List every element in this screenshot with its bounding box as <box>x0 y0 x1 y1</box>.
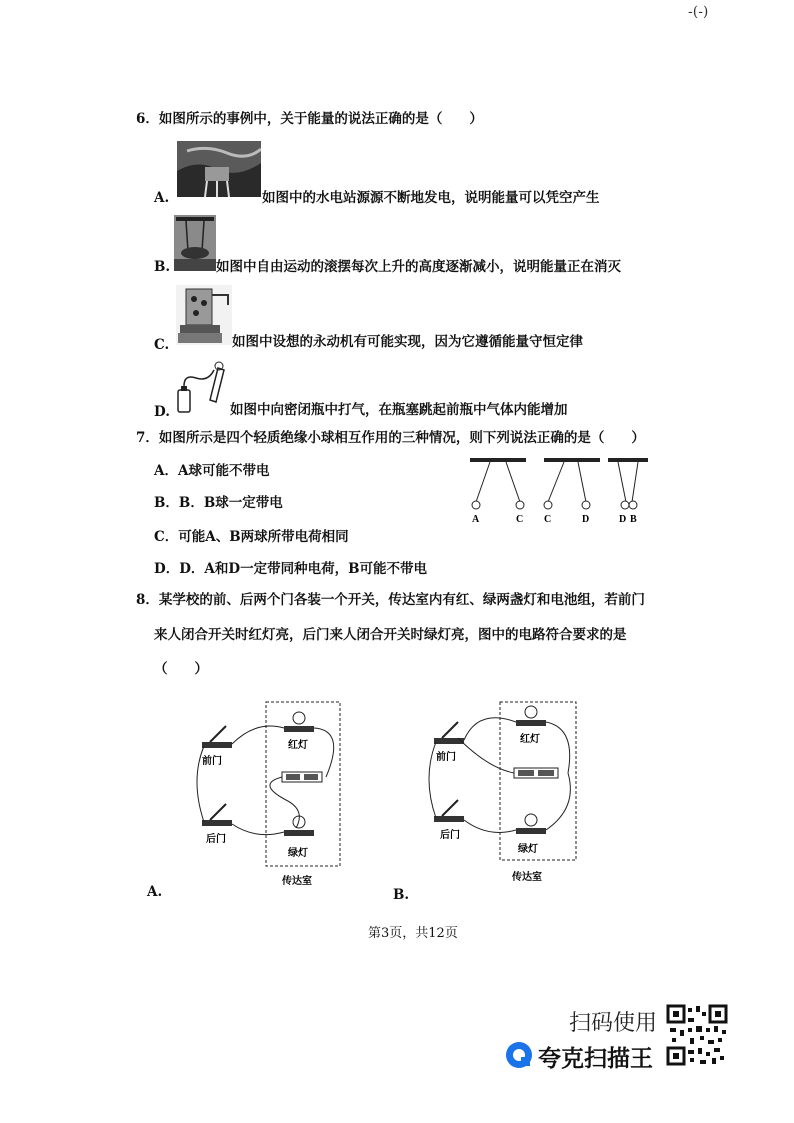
q7-option-b: B．B．B球一定带电 <box>154 495 283 511</box>
ball-label-4: D <box>582 514 590 525</box>
ball-label-1: A <box>472 514 480 525</box>
front-door-label-b: 前门 <box>436 752 456 763</box>
charged-balls-figure <box>462 452 660 528</box>
q8-stem-line2: 来人闭合开关时红灯亮，后门来人闭合开关时绿灯亮，图中的电路符合要求的是 <box>154 627 627 643</box>
q6-option-a-text: 如图中的水电站源源不断地发电，说明能量可以凭空产生 <box>262 190 600 206</box>
page-number: 第3页，共12页 <box>368 926 458 941</box>
diagram-b-option: B. <box>393 887 410 903</box>
q6-option-c-text: 如图中设想的永动机有可能实现，因为它遵循能量守恒定律 <box>232 334 583 350</box>
red-lamp-label-b: 红灯 <box>520 734 540 745</box>
q6-stem: 6．如图所示的事例中，关于能量的说法正确的是（ ） <box>136 111 483 127</box>
ball-label-2: C <box>516 514 524 525</box>
ball-label-3: C <box>544 514 552 525</box>
front-door-label-a: 前门 <box>202 756 222 767</box>
air-pump-bottle-illustration <box>174 360 232 416</box>
diagram-a-option: A. <box>147 884 163 900</box>
circuit-diagram-a <box>186 700 356 890</box>
green-lamp-label-b: 绿灯 <box>518 844 538 855</box>
q6-option-d-label: D. <box>154 404 170 420</box>
back-door-label-b: 后门 <box>440 830 460 841</box>
q7-stem: 7．如图所示是四个轻质绝缘小球相互作用的三种情况，则下列说法正确的是（ ） <box>136 430 645 446</box>
perpetual-machine-photo <box>176 285 232 345</box>
room-label-b: 传达室 <box>512 872 542 883</box>
back-door-label-a: 后门 <box>206 834 226 845</box>
q6-option-d-text: 如图中向密闭瓶中打气，在瓶塞跳起前瓶中气体内能增加 <box>230 402 568 418</box>
q7-option-c: C．可能A、B两球所带电荷相同 <box>154 529 349 545</box>
q7-option-a: A．A球可能不带电 <box>154 463 270 479</box>
q8-stem-line1: 8．某学校的前、后两个门各装一个开关，传达室内有红、绿两盏灯和电池组，若前门 <box>136 592 645 608</box>
q6-option-c-label: C. <box>154 337 170 353</box>
rolling-pendulum-photo <box>174 215 216 271</box>
q6-option-b-label: B. <box>154 259 171 275</box>
q7-option-d: D．D．A和D一定带同种电荷，B可能不带电 <box>154 561 428 577</box>
q6-option-b-text: 如图中自由运动的滚摆每次上升的高度逐渐减小，说明能量正在消灭 <box>216 259 621 275</box>
red-lamp-label-a: 红灯 <box>288 740 308 751</box>
hydro-station-photo <box>177 141 261 197</box>
q8-stem-line3: （ ） <box>154 661 208 677</box>
corner-mark: -(-) <box>688 4 709 20</box>
scan-to-use-label: 扫码使用 <box>569 1011 658 1036</box>
circuit-diagram-b <box>418 698 586 888</box>
room-label-a: 传达室 <box>282 876 312 887</box>
brand-name: 夸克扫描王 <box>538 1046 653 1072</box>
qr-code-icon[interactable] <box>666 1004 728 1066</box>
quark-logo-icon <box>504 1040 534 1070</box>
green-lamp-label-a: 绿灯 <box>288 848 308 859</box>
ball-label-6: B <box>630 514 637 525</box>
q6-option-a-label: A. <box>154 190 170 206</box>
ball-label-5: D <box>619 514 627 525</box>
